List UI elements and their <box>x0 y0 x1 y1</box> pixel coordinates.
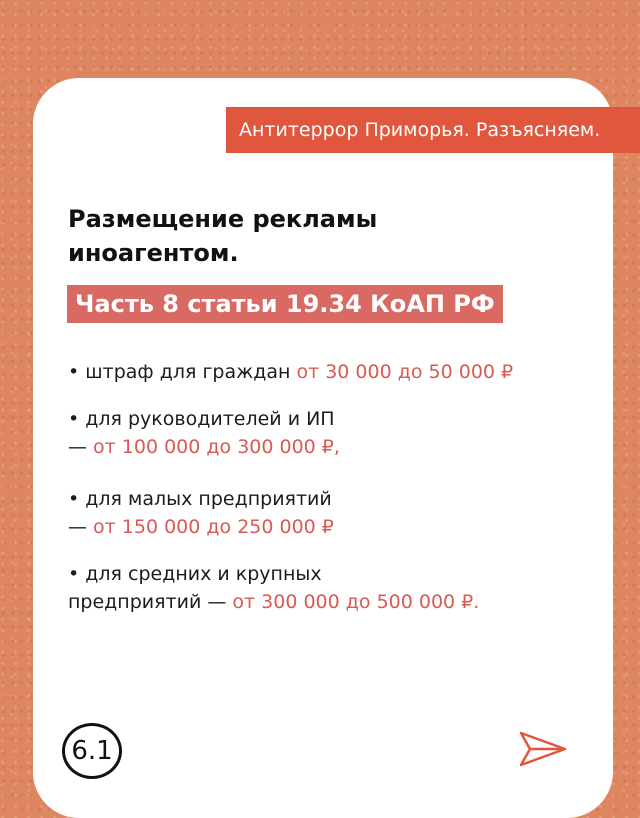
item-text: • для средних и крупных <box>68 563 322 585</box>
fine-amount: от 100 000 до 300 000 ₽, <box>93 436 340 458</box>
item-dash: — <box>68 516 94 538</box>
fine-amount: от 150 000 до 250 000 ₽ <box>93 516 334 538</box>
page-number-badge: 6.1 <box>62 723 122 779</box>
item-text-continued: предприятий — <box>68 591 233 613</box>
list-item-large-business <box>68 560 479 616</box>
fine-amount: от 30 000 до 50 000 ₽ <box>296 361 514 383</box>
item-dash: — <box>68 436 94 458</box>
title-line-2: иноагентом. <box>68 239 239 267</box>
item-text: • для малых предприятий <box>68 488 332 510</box>
page-title <box>68 202 488 270</box>
title-line-1: Размещение рекламы <box>68 205 378 233</box>
list-item-managers <box>68 405 340 461</box>
item-text: • штраф для граждан <box>68 361 297 383</box>
list-item-small-business <box>68 485 334 541</box>
fine-amount: от 300 000 до 500 000 ₽. <box>232 591 480 613</box>
list-item-citizens <box>68 358 513 386</box>
header-banner: Антитеррор Приморья. Разъясняем. <box>226 107 640 153</box>
article-reference: Часть 8 статьи 19.34 КоАП РФ <box>67 285 503 323</box>
send-arrow-icon[interactable] <box>518 730 568 768</box>
item-text: • для руководителей и ИП <box>68 408 335 430</box>
